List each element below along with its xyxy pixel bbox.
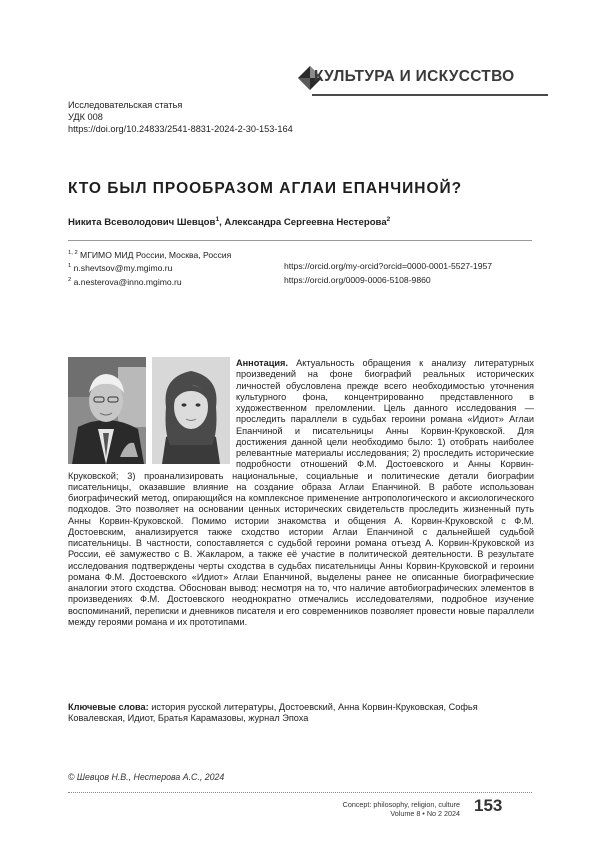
abstract-text: Актуальность обращения к анализу литературных произведений на фоне биографий реальных исторических личностей обусловлена прежде всего необходимостью уточнения культурного фона, концентрированно представленного в художественном преломлении. Цель данного исследования — проследить параллели в судьбах героини романа «Идиот» Аглаи Епанчиной и писательницы Анны Корвин-Круковской. Для достижения данной цели необходимо было: 1) отобрать наиболее релевантные материалы исследования; 2) проследить исторические подробности отношений Ф.М. Достоевского и Анны Корвин-Круковской; 3) проанализировать национальные, социальные и политические детали биографии писательницы, оказавшие влияние на создание образа Аглаи Епанчиной. В работе использован биографический метод, опирающийся на комплексное применение антропологического и аксиологического подходов. Это позволяет на основании ценных исторических свидетельств проследить жизненный путь Анны Корвин-Круковской. Помимо истории знакомства и общения А. Корвин-Круковской с Ф.М. Достоевским, анализируется также сходство истории Аглаи Епанчиной с дальнейшей судьбой писательницы. В частности, сопоставляется с судьбой героини романа отъезд А. Корвин-Круковской из России, её замужество с В. Жакларом, а также её участие в политической деятельности. В результате исследования подтверждены черты сходства в судьбах писательницы Анны Корвин-Круковской и героини романа Ф.М. Достоевского «Идиот» Аглаи Епанчиной, выделены ранее не описанные биографические аналогии этого сходства. Обоснован вывод: несмотря на то, что наличие автобиографических элементов в произведениях Ф.М. Достоевского неоднократно отмечались исследователями, подробное изучение воспоминаний, переписки и дневников писателя и его современников позволяет провести новые параллели между героями романа и их прототипами. — [68, 358, 534, 627]
author-1: Никита Всеволодович Шевцов — [68, 217, 216, 229]
author-2-sup: 2 — [386, 216, 391, 223]
email-2[interactable]: a.nesterova@inno.mgimo.ru — [71, 276, 182, 287]
institution-sup: 1, 2 — [68, 250, 78, 256]
rubric-underline — [312, 94, 548, 96]
abstract — [68, 358, 534, 628]
copyright: © Шевцов Н.В., Нестерова А.С., 2024 — [68, 772, 225, 782]
rubric-title: КУЛЬТУРА И ИСКУССТВО — [314, 68, 515, 85]
page-number: 153 — [474, 796, 503, 815]
journal-name: Concept: philosophy, religion, culture — [342, 800, 460, 809]
footer-divider — [68, 792, 532, 793]
article-type: Исследовательская статья — [68, 100, 183, 110]
affiliation-divider — [68, 240, 532, 241]
keywords-label: Ключевые слова: — [68, 702, 149, 712]
journal-info — [330, 800, 460, 818]
affiliations — [68, 248, 538, 288]
authors-line — [68, 216, 390, 228]
email-2-sup: 2 — [68, 276, 72, 283]
affiliation-author2-row — [68, 275, 538, 288]
affiliation-institution-row — [68, 248, 538, 261]
author-2: Александра Сергеевна Нестерова — [224, 217, 387, 229]
author-separator: , — [219, 217, 225, 229]
udc-code: УДК 008 — [68, 111, 103, 122]
article-meta — [68, 100, 293, 135]
article-title: КТО БЫЛ ПРООБРАЗОМ АГЛАИ ЕПАНЧИНОЙ? — [68, 180, 463, 197]
orcid-1[interactable]: https://orcid.org/my-orcid?orcid=0000-0001-5527-1957 — [284, 261, 493, 272]
email-1[interactable]: n.shevtsov@my.mgimo.ru — [71, 263, 173, 274]
orcid-2[interactable]: https://orcid.org/0009-0006-5108-9860 — [284, 274, 431, 285]
doi-link[interactable]: https://doi.org/10.24833/2541-8831-2024-2-30-153-164 — [68, 123, 293, 134]
affiliation-author1-row — [68, 261, 538, 274]
keywords-text: история русской литературы, Достоевский, Анна Корвин-Круковская, Софья Ковалевская, Идиот, Братья Карамазовы, журнал Эпоха — [68, 702, 478, 724]
abstract-label: Аннотация. — [236, 358, 288, 368]
institution: МГИМО МИД России, Москва, Россия — [77, 249, 232, 260]
author-1-sup: 1 — [215, 216, 220, 223]
keywords — [68, 702, 534, 725]
journal-volume: Volume 8 • No 2 2024 — [390, 809, 460, 819]
email-1-sup: 1 — [68, 263, 72, 270]
